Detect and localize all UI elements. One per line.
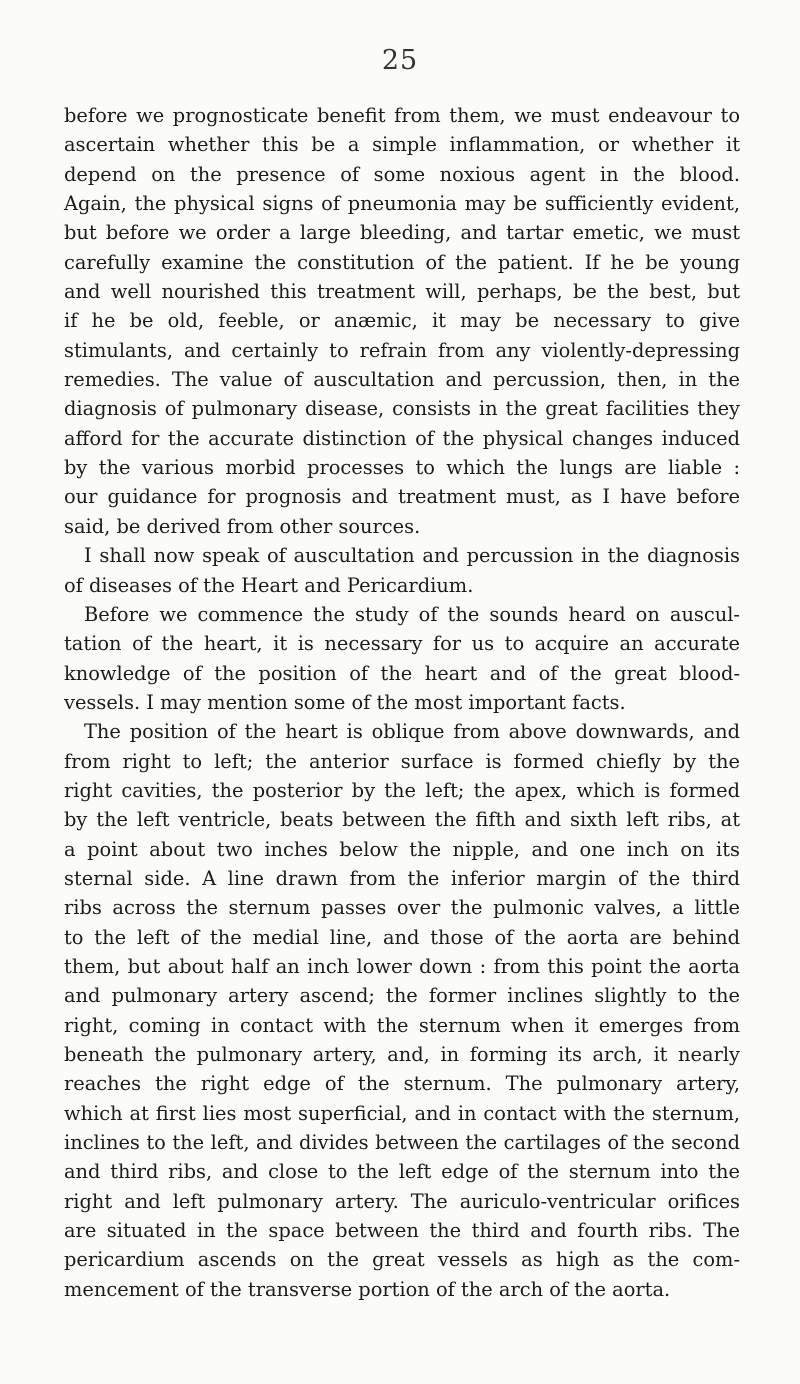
text-line: ascertain whether this be a simple inflammation, or whether it <box>64 133 740 157</box>
text-line: tation of the heart, it is necessary for us to acquire an accurate <box>64 632 740 656</box>
text-line: right cavities, the posterior by the left; the apex, which is formed <box>64 778 740 802</box>
text-line: stimulants, and certainly to refrain from any violently-depressing <box>64 338 740 362</box>
body-text <box>64 101 740 1304</box>
text-line: and third ribs, and close to the left edge of the sternum into the <box>64 1160 740 1184</box>
text-line: The position of the heart is oblique from above downwards, and <box>84 720 740 744</box>
text-line: depend on the presence of some noxious agent in the blood. <box>64 162 740 186</box>
text-line: beneath the pulmonary artery, and, in forming its arch, it nearly <box>64 1043 740 1066</box>
text-line: afford for the accurate distinction of the physical changes induced <box>64 426 740 450</box>
text-line: right and left pulmonary artery. The auriculo-ventricular orifices <box>64 1189 740 1213</box>
text-line: said, be derived from other sources. <box>64 514 421 538</box>
text-line: by the left ventricle, beats between the fifth and sixth left ribs, at <box>64 808 740 832</box>
text-line: ribs across the sternum passes over the pulmonic valves, a little <box>64 896 740 920</box>
text-line: carefully examine the constitution of the patient. If he be young <box>64 250 740 274</box>
text-line: are situated in the space between the third and fourth ribs. The <box>64 1219 740 1243</box>
text-line: sternal side. A line drawn from the inferior margin of the third <box>64 866 740 890</box>
text-line: a point about two inches below the nipple, and one inch on its <box>64 837 740 861</box>
text-line: and pulmonary artery ascend; the former inclines slightly to the <box>64 984 740 1008</box>
page-number: 25 <box>381 45 419 76</box>
text-line: Before we commence the study of the sounds heard on auscul- <box>84 602 740 626</box>
text-line: pericardium ascends on the great vessels as high as the com- <box>64 1248 740 1272</box>
text-line: but before we order a large bleeding, and tartar emetic, we must <box>64 221 740 245</box>
text-line: of diseases of the Heart and Pericardium. <box>64 573 474 597</box>
text-line: from right to left; the anterior surface is formed chiefly by the <box>64 749 740 773</box>
text-line: mencement of the transverse portion of the arch of the aorta. <box>64 1277 671 1301</box>
text-line: knowledge of the position of the heart and of the great blood- <box>64 661 740 685</box>
text-line: right, coming in contact with the sternum when it emerges from <box>64 1013 740 1037</box>
text-line: remedies. The value of auscultation and percussion, then, in the <box>64 368 740 392</box>
text-line: diagnosis of pulmonary disease, consists in the great facilities they <box>64 397 740 421</box>
text-line: if he be old, feeble, or anæmic, it may be necessary to give <box>64 309 740 333</box>
text-line: to the left of the medial line, and those of the aorta are behind <box>64 925 740 949</box>
text-line: by the various morbid processes to which the lungs are liable : <box>64 456 740 480</box>
text-line: and well nourished this treatment will, perhaps, be the best, but <box>64 280 740 304</box>
text-line: vessels. I may mention some of the most important facts. <box>64 690 626 714</box>
text-line: them, but about half an inch lower down : from this point the aorta <box>64 954 740 978</box>
text-line: Again, the physical signs of pneumonia may be sufficiently evident, <box>64 192 740 216</box>
text-line: I shall now speak of auscultation and percussion in the diagnosis <box>84 544 740 568</box>
text-line: our guidance for prognosis and treatment must, as I have before <box>64 485 740 509</box>
text-line: before we prognosticate benefit from them, we must endeavour to <box>64 104 740 127</box>
text-line: reaches the right edge of the sternum. The pulmonary artery, <box>64 1072 740 1096</box>
text-line: which at first lies most superficial, and in contact with the sternum, <box>64 1101 740 1125</box>
text-line: inclines to the left, and divides between the cartilages of the second <box>64 1131 740 1155</box>
